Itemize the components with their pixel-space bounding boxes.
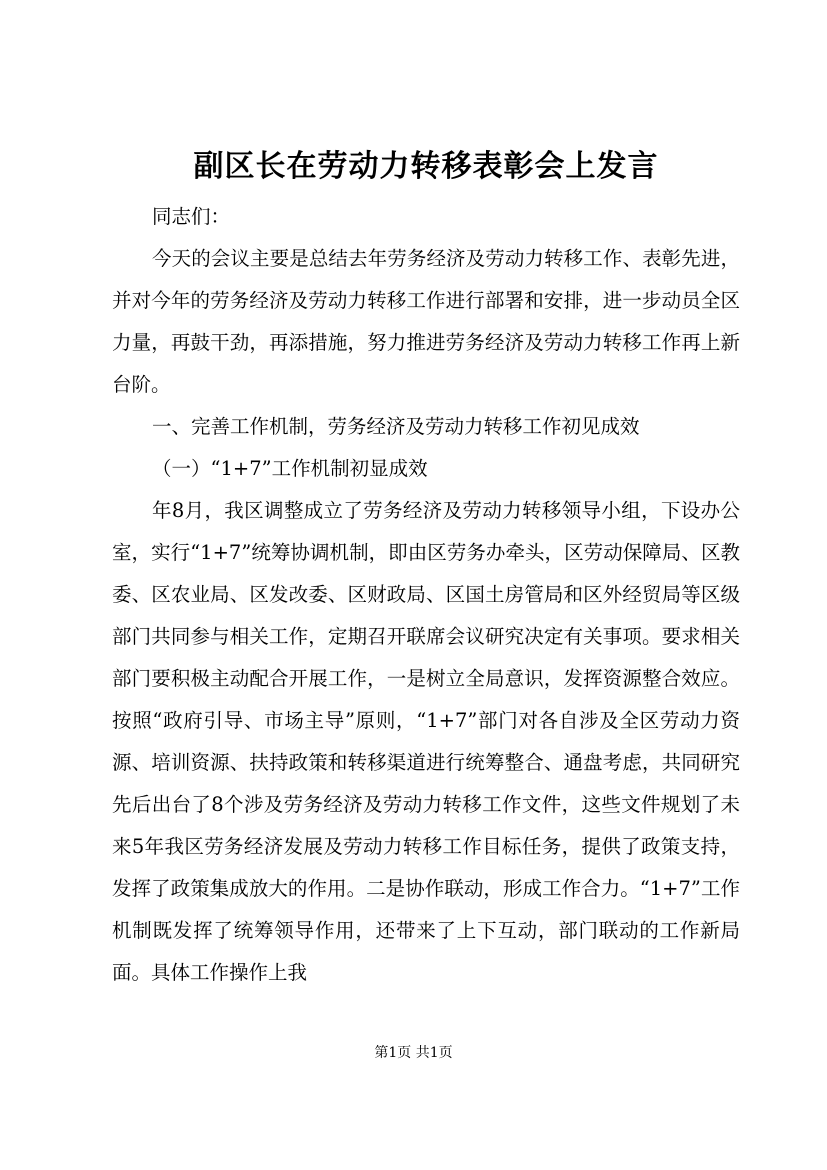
greeting: 同志们：: [152, 205, 231, 228]
paragraph-body: 年8月，我区调整成立了劳务经济及劳动力转移领导小组，下设办公室，实行“1+7”统筹协调机制，即由区劳务办牵头，区劳动保障局、区教委、区农业局、区发改委、区财政局、区国土房管局和区外经贸局等区级部门共同参与相关工作，定期召开联席会议研究决定有关事项。要求相关部门要积极主动配合开展工作，一是树立全局意识，发挥资源整合效应。按照“政府引导、市场主导”原则，“1+7”部门对各自涉及全区劳动力资源、培训资源、扶持政策和转移渠道进行统筹整合、通盘考虑，共同研究先后出台了8个涉及劳务经济及劳动力转移工作文件，这些文件规划了未来5年我区劳务经济发展及劳动力转移工作目标任务，提供了政策支持，发挥了政策集成放大的作用。二是协作联动，形成工作合力。“1+7”工作机制既发挥了统筹领导作用，还带来了上下互动，部门联动的工作新局面。具体工作操作上我: [112, 499, 740, 984]
document-title: 副区长在劳动力转移表彰会上发言: [193, 149, 659, 184]
document-page: [112, 142, 740, 994]
section-heading-1: 一、完善工作机制，劳务经济及劳动力转移工作初见成效: [152, 415, 640, 438]
paragraph-intro: 今天的会议主要是总结去年劳务经济及劳动力转移工作、表彰先进，并对今年的劳务经济及劳动力转移工作进行部署和安排，进一步动员全区力量，再鼓干劲，再添措施，努力推进劳务经济及劳动力转移工作再上新台阶。: [112, 247, 740, 396]
page-footer: 第1页 共1页: [374, 1045, 453, 1061]
subsection-heading-1: （一）“1+7”工作机制初显成效: [152, 457, 428, 480]
